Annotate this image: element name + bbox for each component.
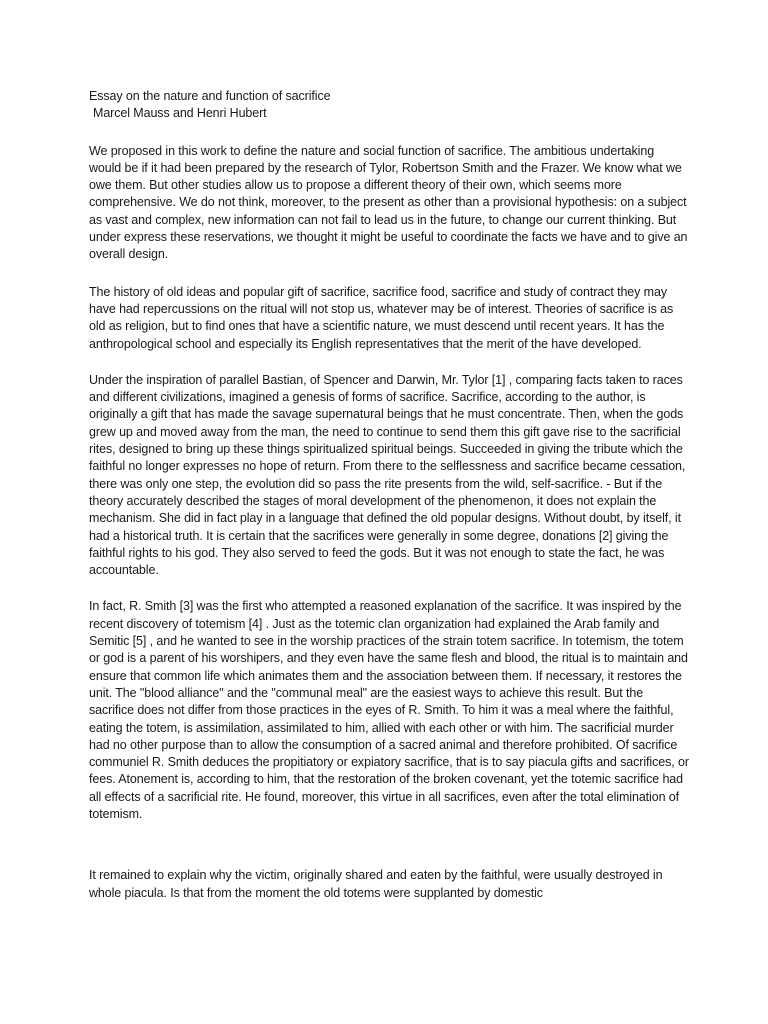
paragraph-1: We proposed in this work to define the nature and social function of sacrifice. The ambitious undertaking would be if it had been prepared by the research of Tylor, Robertson Smith and the Frazer. We know what we owe them. But other studies allow us to propose a different theory of their own, which seems more comprehensive. We do not think, moreover, to the present as other than a provisional hypothesis: on a subject as vast and complex, new information can not fail to lead us in the future, to change our current thinking. But under express these reservations, we thought it might be useful to coordinate the facts we have and to give an overall design. [89,143,688,262]
document-authors: Marcel Mauss and Henri Hubert [93,106,267,121]
paragraph-3: Under the inspiration of parallel Bastian, of Spencer and Darwin, Mr. Tylor [1] , comparing facts taken to races and different civilizations, imagined a genesis of forms of sacrifice. Sacrifice, according to the author, is originally a gift that has made the savage supernatural beings that he must concentrate. Then, when the gods grew up and moved away from the man, the need to continue to send them this gift gave rise to the sacrificial rites, designed to bring up these things spiritualized spiritual beings. Succeeded in giving the tribute which the faithful no longer expresses no hope of return. From there to the selflessness and sacrifice became cessation, there was only one step, the evolution did so pass the rite presents from the wild, self-sacrifice. - But if the theory accurately described the stages of moral development of the phenomenon, it does not explain the mechanism. She did in fact play in a language that defined the old popular designs. Without doubt, by itself, it had a historical truth. It is certain that the sacrifices were generally in some degree, donations [2] giving the faithful rights to his god. They also served to feed the gods. But it was not enough to state the fact, he was accountable. [89,372,686,578]
paragraph-2: The history of old ideas and popular gift of sacrifice, sacrifice food, sacrifice and study of contract they may have had repercussions on the ritual will not stop us, whatever may be of interest. Theories of sacrifice is as old as religion, but to find ones that have a scientific nature, we must descend until recent years. It has the anthropological school and especially its English representatives that the merit of the have developed. [89,284,674,351]
document-title: Essay on the nature and function of sacrifice [89,89,331,103]
paragraph-5: It remained to explain why the victim, originally shared and eaten by the faithful, were usually destroyed in whole piacula. Is that from the moment the old totems were supplanted by domestic [89,868,663,900]
paragraph-4: In fact, R. Smith [3] was the first who attempted a reasoned explanation of the sacrifice. It was inspired by the recent discovery of totemism [4] . Just as the totemic clan organization had explained the Arab family and Semitic [5] , and he wanted to see in the worship practices of the strain totem sacrifice. In totemism, the totem or god is a parent of his worshipers, and they even have the same flesh and blood, the ritual is to maintain and ensure that common life which animates them and the association between them. If necessary, it restores the unit. The "blood alliance" and the "communal meal" are the easiest ways to achieve this result. But the sacrifice does not differ from those practices in the eyes of R. Smith. To him it was a meal where the faithful, eating the totem, is assimilation, assimilated to him, allied with each other or with him. The sacrificial murder had no other purpose than to allow the consumption of a sacred animal and therefore prohibited. Of sacrifice communiel R. Smith deduces the propitiatory or expiatory sacrifice, that is to say piacula gifts and sacrifices, or fees. Atonement is, according to him, that the restoration of the broken covenant, yet the totemic sacrifice had all effects of a sacrificial rite. He found, moreover, this virtue in all sacrifices, even after the total elimination of totemism. [89,599,689,821]
document-page [89,88,689,902]
